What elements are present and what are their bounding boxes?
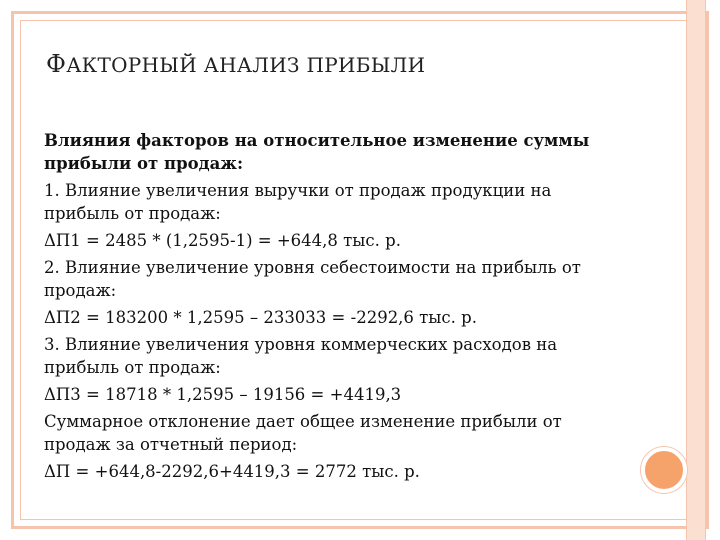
slide-title <box>46 50 425 78</box>
summary-text: Суммарное отклонение дает общее изменение прибыли от продаж за отчетный период: <box>44 412 562 454</box>
item3-text: 3. Влияние увеличения уровня коммерческих расходов на прибыль от продаж: <box>44 335 558 377</box>
item2-formula: ΔП2 = 183200 * 1,2595 – 233033 = -2292,6 тыс. р. <box>44 308 477 327</box>
item2-text: 2. Влияние увеличение уровня себестоимости на прибыль от продаж: <box>44 258 581 300</box>
summary-formula: ΔП = +644,8-2292,6+4419,3 = 2772 тыс. р. <box>44 462 420 481</box>
title-rest: АКТОРНЫЙ АНАЛИЗ ПРИБЫЛИ <box>66 53 426 77</box>
item1-text: 1. Влияние увеличения выручки от продаж продукции на прибыль от продаж: <box>44 181 552 223</box>
title-first-letter: Ф <box>46 50 67 78</box>
decorative-circle <box>641 447 687 493</box>
slide-body <box>44 129 624 487</box>
item1-formula: ΔП1 = 2485 * (1,2595-1) = +644,8 тыс. р. <box>44 231 401 250</box>
intro-text: Влияния факторов на относительное изменение суммы прибыли от продаж: <box>44 131 590 173</box>
item3-formula: ΔП3 = 18718 * 1,2595 – 19156 = +4419,3 <box>44 385 402 404</box>
decorative-side-bar <box>686 0 706 540</box>
